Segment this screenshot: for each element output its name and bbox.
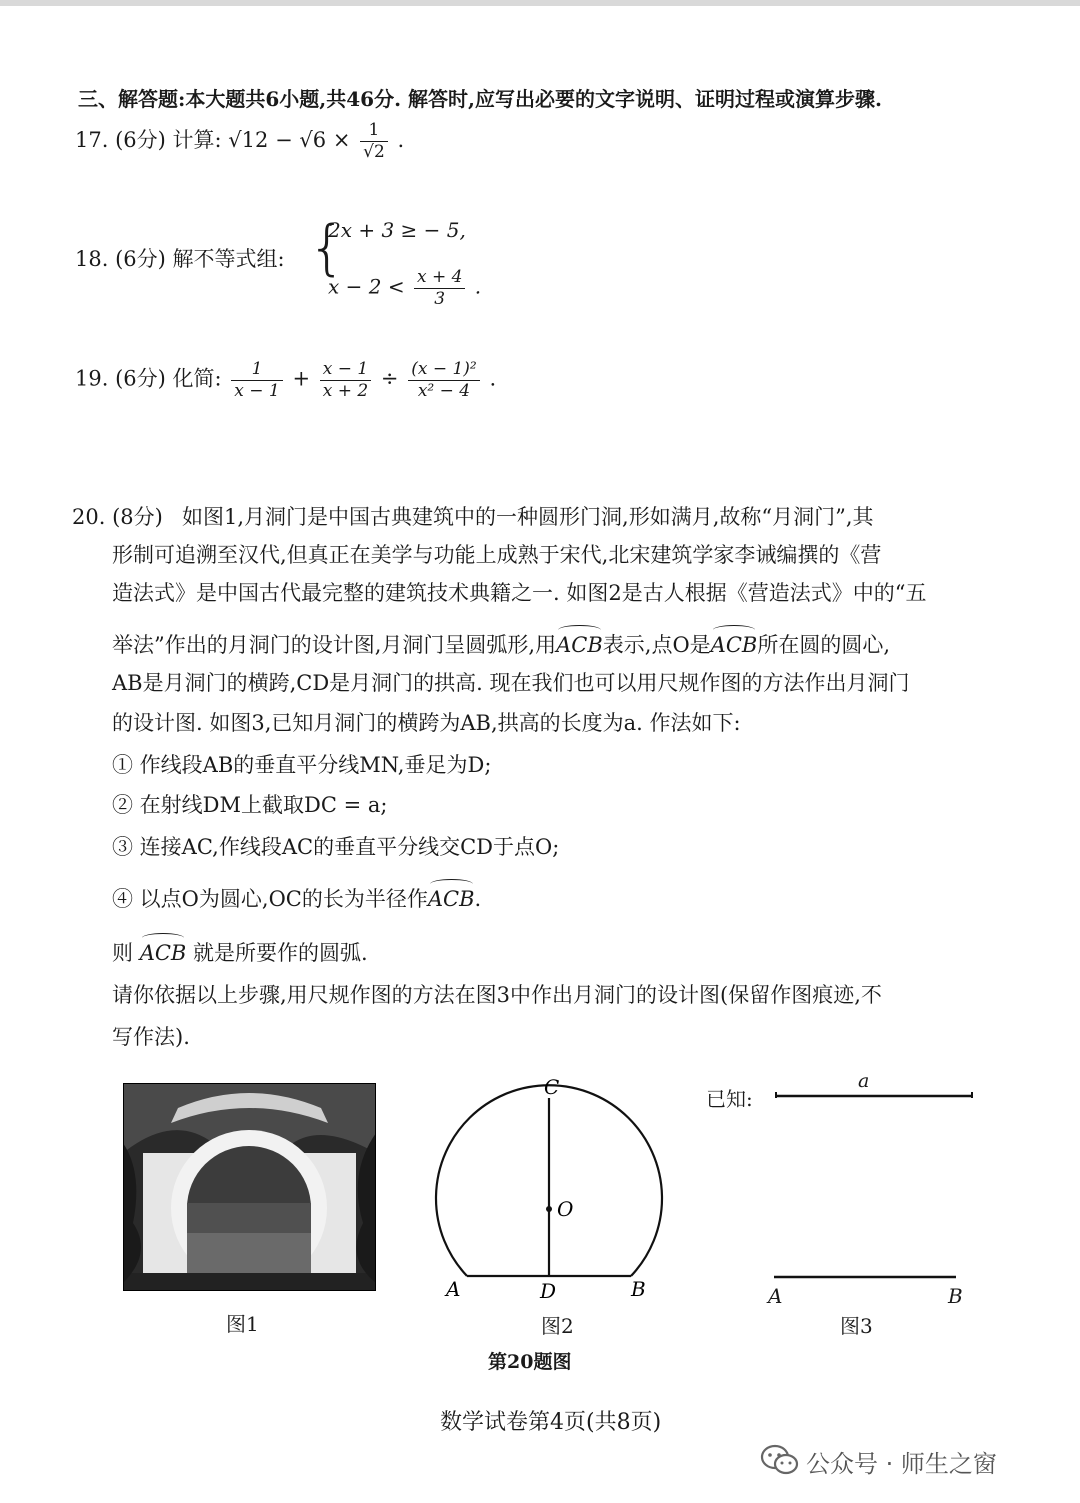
arc-acb-3: ACB [428,884,475,914]
q20-header: 20. (8分) [72,505,163,529]
q20-line4: 举法”作出的月洞门的设计图,月洞门呈圆弧形,用ACB表示,点O是ACB所在圆的圆心, [112,630,890,660]
q18-brace: { [308,213,347,283]
fig3-label-a-point: A [768,1284,783,1308]
q17-score: (6分) [115,128,166,152]
q20-line3: 造法式》是中国古代最完整的建筑技术典籍之一. 如图2是古人根据《营造法式》中的“五 [112,581,927,605]
q20-line5: AB是月洞门的横跨,CD是月洞门的拱高. 现在我们也可以用尺规作图的方法作出月洞门 [112,671,910,695]
fig3-known-label: 已知: [706,1087,753,1111]
fig2-label-o: O [557,1197,574,1221]
q20-step2: ② 在射线DM上截取DC = a; [112,793,388,817]
q17-number: 17. [75,128,109,152]
q20-task-line2: 写作法). [112,1025,190,1049]
fig3-label-b-point: B [948,1284,963,1308]
q18-fraction: $\frac{x + 4}{3}$ [414,268,465,308]
q19-fraction-2: $\frac{x - 1}{x + 2}$ [320,360,371,400]
figure-3-diagram [770,1090,980,1305]
figure-group-caption: 第20题图 [488,1351,572,1373]
q20-then: 则 ACB 就是所要作的圆弧. [112,938,368,968]
figure-1-caption: 图1 [226,1312,259,1336]
fig2-center-point [546,1206,552,1212]
fig2-label-a: A [446,1277,461,1301]
q19-fraction-1: $\frac{1}{x - 1}$ [231,360,282,400]
arc-acb-4: ACB [140,938,187,968]
arc-acb-1: ACB [556,630,603,660]
q17-fraction: $\frac{1}{√2}$ [360,121,388,161]
q19-fraction-3: $\frac{\text{(x − 1)²}}{\text{x² − 4}}$ [408,360,480,400]
figure-2-caption: 图2 [541,1314,574,1338]
q18-line1: 2x + 3 ≥ − 5, [328,218,466,242]
q17-end: . [397,128,405,152]
figure-3-caption: 图3 [840,1314,873,1338]
question-17 [75,120,404,162]
section-heading: 三、解答题:本大题共6小题,共46分. 解答时,应写出必要的文字说明、证明过程或演算步骤. [78,87,882,111]
q20-step4: ④ 以点O为圆心,OC的长为半径作ACB. [112,884,481,914]
arc-acb-2: ACB [711,630,758,660]
figure-1-photo [123,1083,376,1291]
q20-step1: ① 作线段AB的垂直平分线MN,垂足为D; [112,753,492,777]
fig2-label-d: D [540,1279,557,1303]
q17-prompt: 计算: [172,128,222,152]
q17-term2: √6 [299,128,327,152]
wechat-icon [760,1442,800,1478]
question-19: 19. (6分) 化简: $\frac{1}{x - 1}$ + $\frac{x - 1}{x + 2}$ ÷ $\frac{\text{(x − 1)²}}{\text{x² − 4}}$ . [75,359,497,401]
fig2-label-b: B [631,1277,646,1301]
figure-2-diagram [420,1070,680,1310]
question-18-label: 18. (6分) 解不等式组: [75,247,285,271]
top-edge [0,0,1080,6]
q17-op2: × [332,128,351,152]
q20-line6: 的设计图. 如图3,已知月洞门的横跨为AB,拱高的长度为a. 作法如下: [112,711,741,735]
q20-task-line1: 请你依据以上步骤,用尺规作图的方法在图3中作出月洞门的设计图(保留作图痕迹,不 [112,983,882,1007]
q20-line2: 形制可追溯至汉代,但真正在美学与功能上成熟于宋代,北宋建筑学家李诫编撰的《营 [112,543,882,567]
page-footer: 数学试卷第4页(共8页) [440,1410,662,1435]
q20-step3: ③ 连接AC,作线段AC的垂直平分线交CD于点O; [112,835,560,859]
q17-op1: − [275,128,293,152]
fig3-label-a: a [858,1070,870,1092]
fig2-label-c: C [544,1075,560,1099]
q17-term1: √12 [228,128,269,152]
q18-line2: x − 2 < $\frac{x + 4}{3}$ . [328,267,482,309]
watermark-text: 公众号 · 师生之窗 [806,1450,997,1478]
q20-line1: 如图1,月洞门是中国古典建筑中的一种圆形门洞,形如满月,故称“月洞门”,其 [182,505,874,529]
